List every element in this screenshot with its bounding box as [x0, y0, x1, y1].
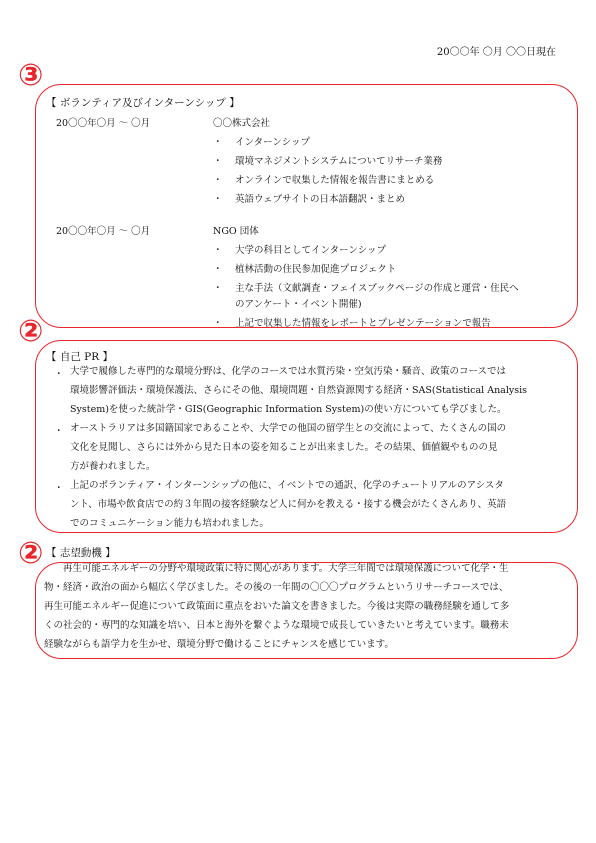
entry-period: 20〇〇年〇月 ～ 〇月 [56, 226, 151, 237]
list-item [213, 315, 491, 329]
list-item [213, 153, 443, 167]
self-pr-line: 文化を見聞し、さらには外から見た日本の姿を知ることが出来ました。その結果、価値観やものの見 [70, 442, 498, 453]
list-item-text: 環境マネジメントシステムについてリサーチ業務 [235, 156, 443, 167]
entry-period: 20〇〇年〇月 ～ 〇月 [56, 118, 151, 129]
bullet-mark: ・ [213, 318, 223, 329]
bullet-mark: ・ [213, 175, 223, 186]
section-number-badge: ② [18, 314, 44, 349]
self-pr-line: 大学で履修した専門的な環境分野は、化学のコースでは水質汚染・空気汚染・騒音、政策のコースでは [70, 366, 507, 377]
date-line: 20〇〇年 〇月 〇〇日現在 [436, 47, 556, 58]
self-pr-line: 環境影響評価法・環境保護法、さらにその他、環境問題・自然資源関する経済・SAS(Statistical Analysis [70, 385, 528, 396]
list-item [213, 280, 519, 294]
list-item [213, 172, 435, 186]
self-pr-line: 上記のボランティア・インターンシップの他に、イベントでの通訳、化学のチュートリアルのアシスタ [70, 480, 504, 491]
entry-organization: 〇〇株式会社 [213, 118, 271, 129]
list-item [213, 242, 387, 256]
motivation-line: くの社会的・専門的な知識を培い、日本と海外を繋ぐような環境で成長していきたいと考えています。職務未 [44, 620, 509, 631]
list-item-text: オンラインで収集した情報を報告書にまとめる [235, 175, 435, 186]
entry-organization: NGO 団体 [213, 226, 259, 237]
self-pr-line: ント、市場や飲食店での約３年間の接客経験など人に何かを教える・接する機会がたくさんあり、英語 [70, 499, 507, 510]
bullet-mark: ・ [213, 283, 223, 294]
list-item-text: 大学の科目としてインターンシップ [235, 245, 387, 256]
motivation-line: 経験ながらも語学力を生かせ、環境分野で働けることにチャンスを感じています。 [44, 639, 394, 650]
section-number-badge: ② [18, 536, 44, 571]
list-item-text: 植林活動の住民参加促進プロジェクト [235, 264, 397, 275]
list-item [213, 134, 311, 148]
bullet-mark: ・ [213, 156, 223, 167]
motivation-section-title: 【 志望動機 】 [46, 547, 116, 559]
self-pr-section-title: 【 自己 PR 】 [46, 351, 113, 363]
list-item [213, 261, 397, 275]
bullet-mark: ・ [54, 426, 64, 437]
volunteer-section-title: 【 ボランティア及びインターンシップ 】 [46, 97, 240, 109]
list-item-text: 主な手法（文献調査・フェイスブックページの作成と運営・住民へ [235, 283, 519, 294]
bullet-mark: ・ [213, 137, 223, 148]
bullet-mark: ・ [54, 369, 64, 380]
list-item [213, 191, 405, 205]
motivation-line: 再生可能エネルギー促進について政策面に重点をおいた論文を書きました。今後は実際の職務経験を通して多 [44, 601, 510, 612]
bullet-mark: ・ [213, 194, 223, 205]
list-item-text: 上記で収集した情報をレポートとプレゼンテーションで報告 [235, 318, 491, 329]
self-pr-line: System)を使った統計学・GIS(Geographic Information System)の使い方についても学びました。 [70, 404, 507, 415]
self-pr-line: でのコミュニケーション能力も培われました。 [70, 518, 269, 529]
self-pr-line: オーストラリアは多国籍国家であることや、大学での他国の留学生との交流によって、たくさんの国の [70, 423, 507, 434]
motivation-line: 物・経済・政治の面から幅広く学びました。その後の一年間の〇〇〇プログラムというリサーチコースでは、 [44, 582, 509, 593]
list-item-text: 英語ウェブサイトの日本語翻訳・まとめ [235, 194, 405, 205]
bullet-mark: ・ [54, 483, 64, 494]
motivation-line: 再生可能エネルギーの分野や環境政策に特に関心があります。大学三年間では環境保護について化学・生 [63, 563, 509, 574]
bullet-mark: ・ [213, 264, 223, 275]
list-item-continuation: のアンケート・イベント開催) [235, 299, 362, 310]
list-item-text: インターンシップ [235, 137, 311, 148]
bullet-mark: ・ [213, 245, 223, 256]
self-pr-line: 方が養われました。 [70, 461, 156, 472]
section-number-badge: ③ [18, 58, 44, 93]
